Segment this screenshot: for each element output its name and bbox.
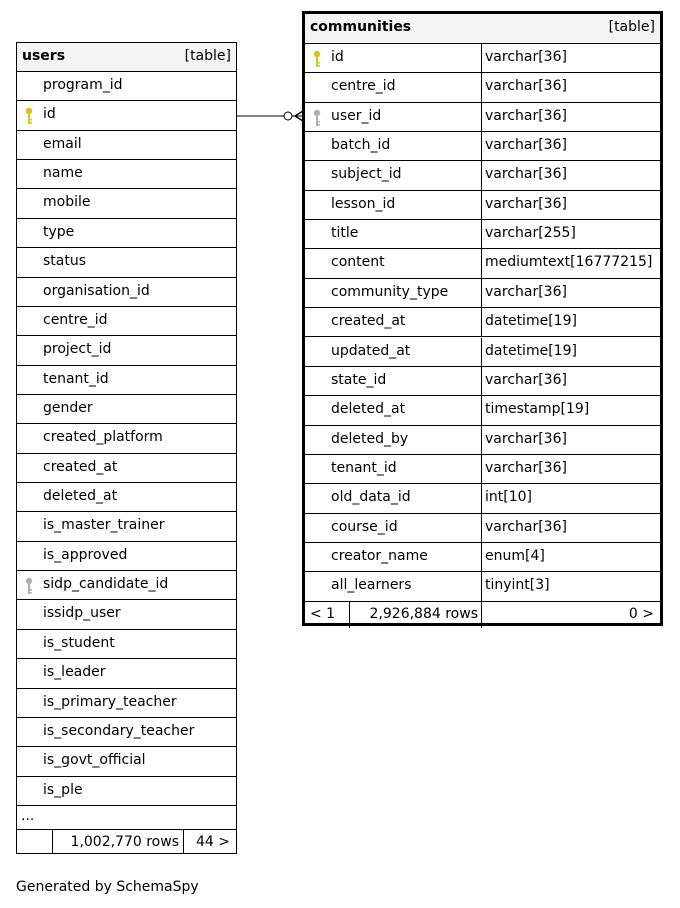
column-divider (481, 73, 482, 101)
column-name: status (43, 253, 87, 270)
column-type: varchar[36] (485, 371, 567, 388)
foreign-key-icon (24, 577, 34, 595)
column-type: varchar[36] (485, 283, 567, 300)
column-name: sidp_candidate_id (43, 576, 169, 593)
column-row-is-master-trainer[interactable] (17, 512, 236, 541)
column-name: is_govt_official (43, 752, 146, 769)
column-name: program_id (43, 77, 123, 93)
column-row-tenant-id[interactable] (305, 455, 660, 484)
column-divider (481, 161, 482, 189)
column-divider (481, 103, 482, 131)
column-row-name[interactable] (17, 160, 236, 189)
column-row-updated-at[interactable] (305, 338, 660, 367)
column-row-type[interactable] (17, 219, 236, 248)
column-name: tenant_id (331, 459, 397, 476)
column-name: course_id (331, 518, 398, 535)
column-type: timestamp[19] (485, 401, 590, 418)
column-divider (481, 455, 482, 483)
column-name: old_data_id (331, 489, 411, 506)
column-name: centre_id (331, 78, 396, 95)
primary-key-icon (312, 50, 322, 68)
column-type: varchar[36] (485, 166, 567, 183)
column-name: creator_name (331, 547, 428, 564)
column-name: user_id (331, 107, 382, 124)
more-columns-ellipsis (17, 806, 236, 830)
column-row-id[interactable] (17, 101, 236, 130)
column-row-is-ple[interactable] (17, 777, 236, 806)
footer-next-link[interactable]: 0 > (628, 605, 654, 622)
column-divider (481, 249, 482, 277)
column-divider (481, 338, 482, 366)
column-name: organisation_id (43, 282, 150, 299)
table-tag: [table] (184, 48, 231, 64)
column-type: int[10] (485, 489, 532, 506)
column-type: mediumtext[16777215] (485, 254, 653, 271)
column-name: is_approved (43, 546, 128, 563)
column-type: datetime[19] (485, 313, 577, 330)
column-name: updated_at (331, 342, 411, 359)
column-name: name (43, 165, 83, 182)
column-row-batch-id[interactable] (305, 132, 660, 161)
column-name: lesson_id (331, 195, 396, 212)
column-name: all_learners (331, 577, 412, 594)
column-type: varchar[36] (485, 78, 567, 95)
column-name: deleted_by (331, 430, 409, 447)
column-divider (481, 220, 482, 248)
column-row-organisation-id[interactable] (17, 278, 236, 307)
column-name: batch_id (331, 137, 391, 154)
column-row-subject-id[interactable] (305, 161, 660, 190)
column-name: deleted_at (331, 401, 406, 418)
column-name: project_id (43, 341, 112, 358)
column-row-all-learners[interactable] (305, 572, 660, 601)
column-row-program-id[interactable] (17, 72, 236, 101)
communities-table[interactable] (302, 11, 663, 626)
column-name: mobile (43, 194, 91, 211)
table-footer (305, 602, 660, 628)
column-row-status[interactable] (17, 248, 236, 277)
column-type: varchar[36] (485, 107, 567, 124)
column-divider (481, 426, 482, 454)
column-name: email (43, 135, 82, 152)
column-row-lesson-id[interactable] (305, 191, 660, 220)
table-name: communities (310, 19, 412, 35)
column-name: gender (43, 399, 93, 416)
column-row-gender[interactable] (17, 395, 236, 424)
column-name: is_master_trainer (43, 517, 165, 534)
column-type: varchar[255] (485, 225, 576, 242)
users-table-header (17, 43, 236, 72)
column-divider (481, 396, 482, 424)
footer-prev-link[interactable]: < 1 (310, 605, 336, 622)
column-type: varchar[36] (485, 195, 567, 212)
column-row-created-platform[interactable] (17, 424, 236, 453)
column-row-content[interactable] (305, 249, 660, 278)
column-divider (481, 132, 482, 160)
column-row-is-govt-official[interactable] (17, 747, 236, 776)
column-name: is_primary_teacher (43, 693, 177, 710)
column-divider (481, 191, 482, 219)
column-row-is-primary-teacher[interactable] (17, 689, 236, 718)
table-tag: [table] (608, 19, 655, 35)
footer-divider (183, 830, 184, 854)
foreign-key-icon (312, 109, 322, 127)
column-row-is-secondary-teacher[interactable] (17, 718, 236, 747)
column-type: varchar[36] (485, 137, 567, 154)
column-row-project-id[interactable] (17, 336, 236, 365)
column-row-is-student[interactable] (17, 630, 236, 659)
column-name: community_type (331, 283, 449, 300)
column-row-deleted-by[interactable] (305, 426, 660, 455)
column-row-creator-name[interactable] (305, 543, 660, 572)
column-name: tenant_id (43, 370, 109, 387)
footer-next-link[interactable]: 44 > (196, 834, 230, 850)
column-row-title[interactable] (305, 220, 660, 249)
column-divider (481, 308, 482, 336)
column-divider (481, 543, 482, 571)
column-divider (481, 572, 482, 600)
column-row-community-type[interactable] (305, 279, 660, 308)
column-row-state-id[interactable] (305, 367, 660, 396)
column-row-created-at[interactable] (17, 454, 236, 483)
column-name: id (331, 49, 344, 65)
column-name: id (43, 106, 56, 123)
column-row-tenant-id[interactable] (17, 366, 236, 395)
column-type: datetime[19] (485, 342, 577, 359)
users-table[interactable] (16, 42, 237, 854)
column-row-is-leader[interactable] (17, 659, 236, 688)
column-name: content (331, 254, 385, 271)
column-name: created_at (331, 313, 406, 330)
footer-divider (52, 830, 53, 854)
column-type: varchar[36] (485, 430, 567, 447)
column-name: title (331, 225, 359, 242)
row-count: 1,002,770 rows (70, 834, 179, 850)
column-name: created_platform (43, 429, 163, 446)
column-name: is_ple (43, 781, 83, 798)
column-row-sidp-candidate-id[interactable] (17, 571, 236, 600)
primary-key-icon (24, 107, 34, 125)
footer-divider (481, 602, 482, 628)
column-row-email[interactable] (17, 131, 236, 160)
column-divider (481, 484, 482, 512)
column-divider (481, 367, 482, 395)
column-row-issidp-user[interactable] (17, 600, 236, 629)
ellipsis-text: ... (21, 808, 35, 824)
column-row-user-id[interactable] (305, 103, 660, 132)
column-name: is_leader (43, 664, 106, 681)
column-type: tinyint[3] (485, 577, 550, 594)
column-type: varchar[36] (485, 459, 567, 476)
column-divider (481, 514, 482, 542)
footer-divider (349, 602, 350, 628)
column-row-is-approved[interactable] (17, 542, 236, 571)
column-row-centre-id[interactable] (305, 73, 660, 102)
column-name: subject_id (331, 166, 402, 183)
column-row-id[interactable] (305, 44, 660, 73)
column-name: is_student (43, 634, 115, 651)
column-row-created-at[interactable] (305, 308, 660, 337)
column-type: varchar[36] (485, 49, 567, 65)
column-name: created_at (43, 458, 118, 475)
column-name: state_id (331, 371, 387, 388)
table-name: users (22, 48, 66, 64)
column-row-course-id[interactable] (305, 514, 660, 543)
column-name: type (43, 223, 75, 240)
column-row-old-data-id[interactable] (305, 484, 660, 513)
column-row-deleted-at[interactable] (305, 396, 660, 425)
communities-table-header (305, 14, 660, 44)
column-row-deleted-at[interactable] (17, 483, 236, 512)
column-type: varchar[36] (485, 518, 567, 535)
column-row-mobile[interactable] (17, 189, 236, 218)
column-divider (481, 279, 482, 307)
generated-by-text: Generated by SchemaSpy (16, 879, 199, 895)
column-name: deleted_at (43, 488, 118, 505)
table-footer (17, 830, 236, 854)
column-name: issidp_user (43, 605, 121, 622)
column-name: centre_id (43, 311, 108, 328)
column-row-centre-id[interactable] (17, 307, 236, 336)
column-name: is_secondary_teacher (43, 722, 195, 739)
column-type: enum[4] (485, 547, 545, 564)
column-divider (481, 44, 482, 72)
row-count: 2,926,884 rows (369, 605, 478, 622)
